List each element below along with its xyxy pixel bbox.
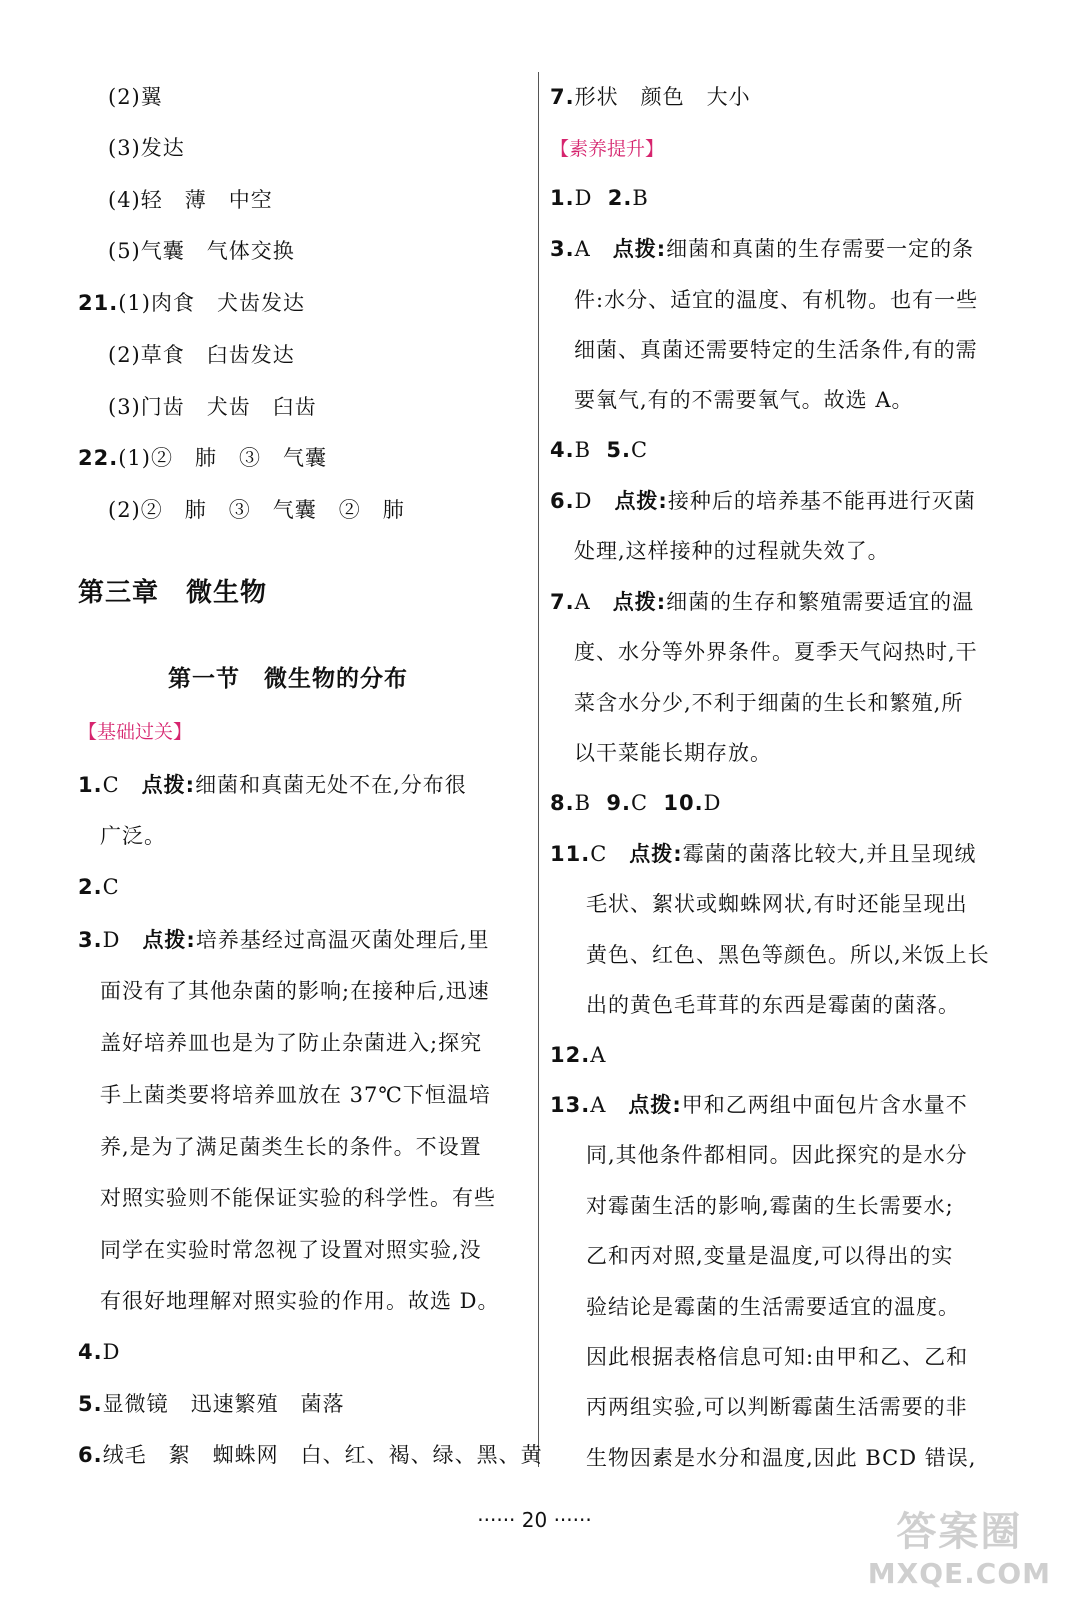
- answer-line: 菜含水分少,不利于细菌的生长和繁殖,所: [574, 691, 964, 715]
- answer-line: 要氧气,有的不需要氧气。故选 A。: [574, 388, 914, 412]
- answer-text: (1)肉食 犬齿发达: [118, 291, 305, 315]
- answer-line: (5)气囊 气体交换: [108, 239, 295, 263]
- answer-line: 生物因素是水分和温度,因此 BCD 错误,: [586, 1446, 977, 1470]
- tip-label: 点拨:: [614, 489, 668, 513]
- answer-line: 广泛。: [100, 824, 166, 848]
- question-2: 2.C: [78, 875, 120, 899]
- answer-line: 细菌、真菌还需要特定的生活条件,有的需: [574, 338, 978, 362]
- answer-line: (2)草食 臼齿发达: [108, 343, 295, 367]
- answer-line: 度、水分等外界条件。夏季天气闷热时,干: [574, 640, 978, 664]
- answer-line: 同,其他条件都相同。因此探究的是水分: [586, 1143, 968, 1167]
- answers-1-2: 1.D 2.B: [550, 186, 649, 210]
- answer-line: (2)② 肺 ③ 气囊 ② 肺: [108, 498, 405, 522]
- section-title: 第一节 微生物的分布: [168, 666, 408, 692]
- question-3: 3.D 点拨:培养基经过高温灭菌处理后,里: [78, 928, 490, 952]
- chapter-title: 第三章 微生物: [78, 578, 268, 608]
- answer-line: 黄色、红色、黑色等颜色。所以,米饭上长: [586, 943, 990, 967]
- answer-line: 出的黄色毛茸茸的东西是霉菌的菌落。: [586, 993, 960, 1017]
- answer-line: 因此根据表格信息可知:由甲和乙、乙和: [586, 1345, 969, 1369]
- question-1: 1.C 点拨:细菌和真菌无处不在,分布很: [78, 773, 467, 797]
- answer-line: (3)门齿 犬齿 臼齿: [108, 395, 317, 419]
- tip-label: 点拨:: [628, 1093, 682, 1117]
- tip-label: 点拨:: [141, 773, 196, 797]
- question-12: 12.A: [550, 1043, 607, 1067]
- answer-line: 丙两组实验,可以判断霉菌生活需要的非: [586, 1395, 968, 1419]
- question-5: 5.显微镜 迅速繁殖 菌落: [78, 1392, 345, 1416]
- answer-line: (3)发达: [108, 136, 185, 160]
- question-3: 3.A 点拨:细菌和真菌的生存需要一定的条: [550, 237, 975, 261]
- answer-line: (2)翼: [108, 85, 163, 109]
- answer-line: 有很好地理解对照实验的作用。故选 D。: [100, 1289, 500, 1313]
- question-22: [78, 443, 327, 473]
- question-13: 13.A 点拨:甲和乙两组中面包片含水量不: [550, 1093, 968, 1117]
- answer-line: 毛状、絮状或蜘蛛网状,有时还能呈现出: [586, 892, 968, 916]
- question-6: 6.绒毛 絮 蜘蛛网 白、红、褐、绿、黑、黄: [78, 1443, 543, 1467]
- answer-line: 对霉菌生活的影响,霉菌的生长需要水;: [586, 1194, 954, 1218]
- tag-basic: 【基础过关】: [78, 721, 193, 743]
- tip-label: 点拨:: [612, 237, 667, 261]
- watermark-logo: 答案圈 MXQE.COM: [867, 1509, 1051, 1590]
- question-7b: 7.A 点拨:细菌的生存和繁殖需要适宜的温: [550, 590, 975, 614]
- tag-improve: 【素养提升】: [550, 138, 665, 160]
- question-11: 11.C 点拨:霉菌的菌落比较大,并且呈现绒: [550, 842, 977, 866]
- tip-label: 点拨:: [612, 590, 667, 614]
- tip-label: 点拨:: [142, 928, 196, 952]
- question-21: [78, 288, 305, 318]
- answer-line: 手上菌类要将培养皿放在 37℃下恒温培: [100, 1083, 491, 1107]
- answer-line: 以干菜能长期存放。: [574, 741, 772, 765]
- tip-label: 点拨:: [629, 842, 683, 866]
- answer-line: (4)轻 薄 中空: [108, 188, 273, 212]
- answer-line: 处理,这样接种的过程就失效了。: [574, 539, 890, 563]
- column-divider: [538, 72, 539, 1467]
- answer-text: (1)② 肺 ③ 气囊: [118, 446, 327, 470]
- answer-line: 面没有了其他杂菌的影响;在接种后,迅速: [100, 979, 490, 1003]
- question-7: 7.形状 颜色 大小: [550, 85, 751, 109]
- question-4: 4.D: [78, 1340, 121, 1364]
- answer-line: 件:水分、适宜的温度、有机物。也有一些: [574, 288, 979, 312]
- answer-line: 对照实验则不能保证实验的科学性。有些: [100, 1186, 496, 1210]
- answer-line: 养,是为了满足菌类生长的条件。不设置: [100, 1135, 482, 1159]
- answer-line: 验结论是霉菌的生活需要适宜的温度。: [586, 1295, 960, 1319]
- question-number: 21.: [78, 291, 119, 315]
- question-6: 6.D 点拨:接种后的培养基不能再进行灭菌: [550, 489, 976, 513]
- answers-4-5: 4.B 5.C: [550, 438, 649, 462]
- answer-line: 盖好培养皿也是为了防止杂菌进入;探究: [100, 1031, 483, 1055]
- question-number: 22.: [78, 446, 119, 470]
- answers-8-10: 8.B 9.C 10.D: [550, 791, 722, 815]
- page-number: ······ 20 ······: [477, 1508, 592, 1532]
- answer-line: 乙和丙对照,变量是温度,可以得出的实: [586, 1244, 954, 1268]
- answer-line: 同学在实验时常忽视了设置对照实验,没: [100, 1238, 482, 1262]
